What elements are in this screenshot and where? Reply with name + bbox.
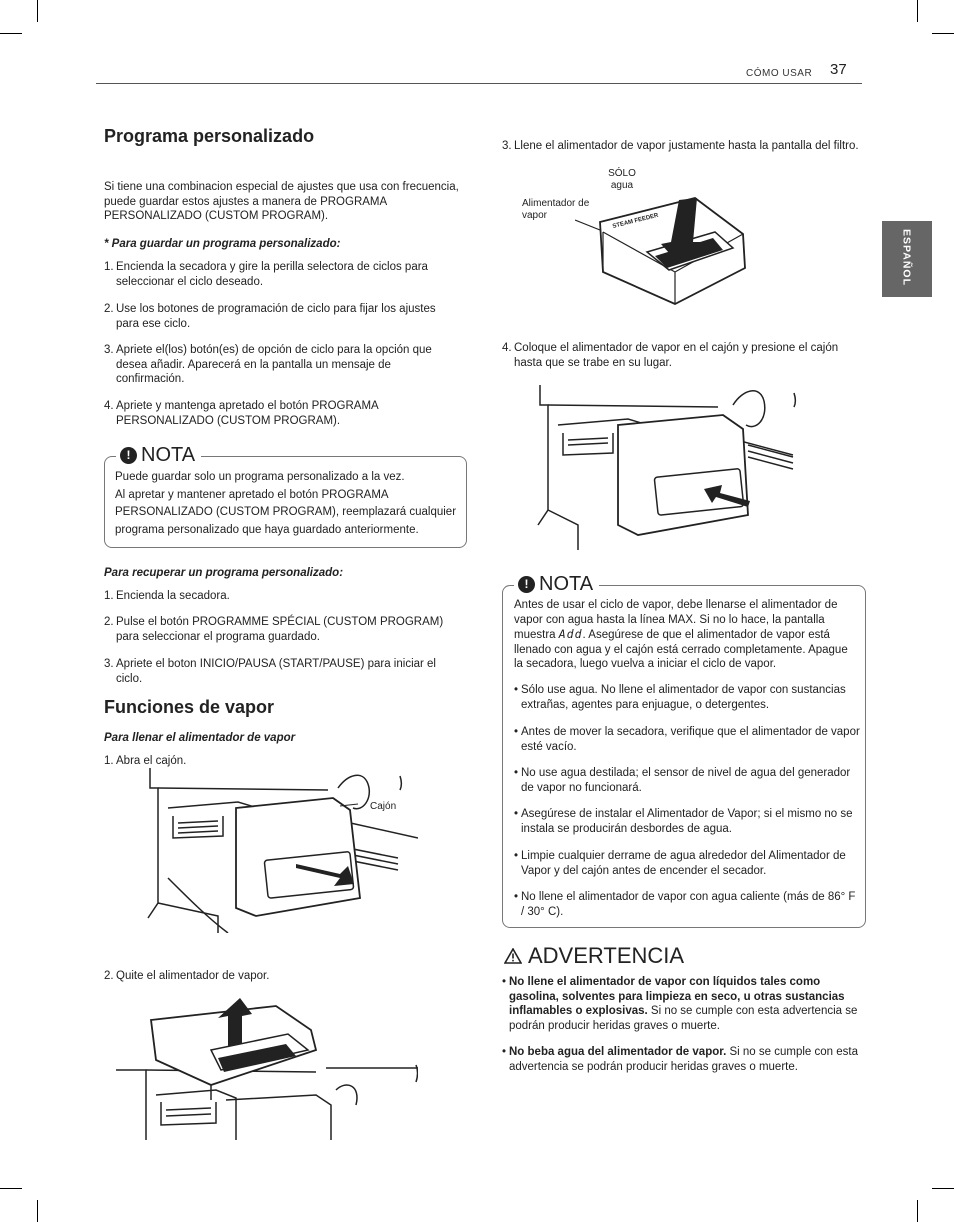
crop-mark (932, 33, 954, 34)
note-body: Puede guardar solo un programa personalizado a la vez. Al apretar y mantener apretado el botón PROGRAMA PERSONALIZADO (CUSTOM PROGRAM), reemplazará cualquier programa personalizado que haya guardado anteriormente. (115, 471, 457, 536)
crop-mark (932, 1188, 954, 1189)
crop-mark (0, 33, 22, 34)
warning-triangle-icon (504, 948, 522, 964)
list-item: 2. Quite el alimentador de vapor. (104, 970, 270, 982)
list-item: • Antes de mover la secadora, verifique que el alimentador de vapor esté vacío. (514, 726, 860, 753)
figure-label-water-only: SÓLO agua (608, 168, 636, 191)
crop-mark (37, 1200, 38, 1222)
header-section: CÓMO USAR (746, 68, 813, 79)
note-title: ! NOTA (116, 444, 201, 466)
section-title-steam: Funciones de vapor (104, 697, 275, 717)
warning-title: ADVERTENCIA (504, 944, 684, 968)
list-item: • Asegúrese de instalar el Alimentador de Vapor; si el mismo no se instala se producirán desbordes de agua. (514, 808, 853, 835)
exclamation-icon: ! (120, 447, 137, 464)
crop-mark (917, 0, 918, 22)
page-number: 37 (830, 61, 847, 78)
list-item: • No use agua destilada; el sensor de nivel de agua del generador de vapor no funcionará. (514, 767, 851, 794)
list-item: 1. Encienda la secadora y gire la perilla selectora de ciclos para seleccionar el ciclo deseado. (104, 261, 428, 288)
list-item: 2. Use los botones de programación de ciclo para fijar los ajustes para ese ciclo. (104, 303, 436, 330)
figure-insert-feeder (518, 385, 798, 550)
list-item: 4. Coloque el alimentador de vapor en el cajón y presione el cajón hasta que se trabe en su lugar. (502, 342, 839, 369)
feeder-label: STEAM FEEDER (612, 212, 660, 230)
section-title-custom-program: Programa personalizado (104, 126, 315, 146)
list-item: 2. Pulse el botón PROGRAMME SPÉCIAL (CUSTOM PROGRAM) para seleccionar el programa guardado. (104, 616, 444, 643)
crop-mark (917, 1200, 918, 1222)
note-body: Antes de usar el ciclo de vapor, debe llenarse el alimentador de vapor con agua hasta la línea MAX. Si no lo hace, la pantalla muestra Add. Asegúrese de que el alimentador de vapor está llenado con agua y el cajón está cerrado completamente. Apague la secadora, luego vuelva a iniciar el ciclo de vapor. (514, 599, 848, 670)
figure-label-drawer: Cajón (370, 801, 397, 812)
list-item: 1. Encienda la secadora. (104, 590, 230, 602)
list-item: • No llene el alimentador de vapor con líquidos tales como gasolina, solventes para limpieza en seco, u otras sustancias inflamables o explosivas. Si no se cumple con esta advertencia se podrán producir heridas graves o muerte. (502, 976, 858, 1032)
list-item: • Limpie cualquier derrame de agua alrededor del Alimentador de Vapor y del cajón antes de encender el secador. (514, 850, 846, 877)
fill-heading: Para llenar el alimentador de vapor (104, 732, 296, 744)
crop-mark (0, 1188, 22, 1189)
recover-heading: Para recuperar un programa personalizado: (104, 567, 344, 579)
list-item: 3. Apriete el boton INICIO/PAUSA (START/PAUSE) para iniciar el ciclo. (104, 658, 436, 685)
header-rule (96, 83, 862, 84)
intro-paragraph: Si tiene una combinacion especial de ajustes que usa con frecuencia, puede guardar estos ajustes a manera de PROGRAMA PERSONALIZADO (CUSTOM PROGRAM). (104, 181, 459, 222)
list-item: 4. Apriete y mantenga apretado el botón PROGRAMA PERSONALIZADO (CUSTOM PROGRAM). (104, 400, 379, 427)
figure-open-drawer (128, 768, 418, 933)
list-item: • No llene el alimentador de vapor con agua caliente (más de 86° F / 30° C). (514, 891, 856, 918)
crop-mark (37, 0, 38, 22)
exclamation-icon: ! (518, 576, 535, 593)
figure-fill-feeder (575, 192, 755, 310)
save-heading: * Para guardar un programa personalizado: (104, 238, 341, 250)
display-code: Add (558, 627, 583, 641)
list-item: 1. Abra el cajón. (104, 755, 187, 767)
list-item: 3. Apriete el(los) botón(es) de opción de ciclo para la opción que desea añadir. Aparecerá en la pantalla un mensaje de confirmación. (104, 344, 432, 385)
figure-remove-feeder (116, 990, 418, 1140)
list-item: 3. Llene el alimentador de vapor justamente hasta la pantalla del filtro. (502, 140, 859, 152)
list-item: • No beba agua del alimentador de vapor. Si no se cumple con esta advertencia se podrán producir heridas graves o muerte. (502, 1046, 858, 1073)
note-title: ! NOTA (514, 573, 599, 595)
figure-label-steam-feeder: Alimentador de vapor (522, 198, 590, 221)
language-tab: ESPAÑOL (882, 221, 932, 297)
list-item: • Sólo use agua. No llene el alimentador de vapor con sustancias extrañas, agentes para enjuague, o detergentes. (514, 684, 846, 711)
